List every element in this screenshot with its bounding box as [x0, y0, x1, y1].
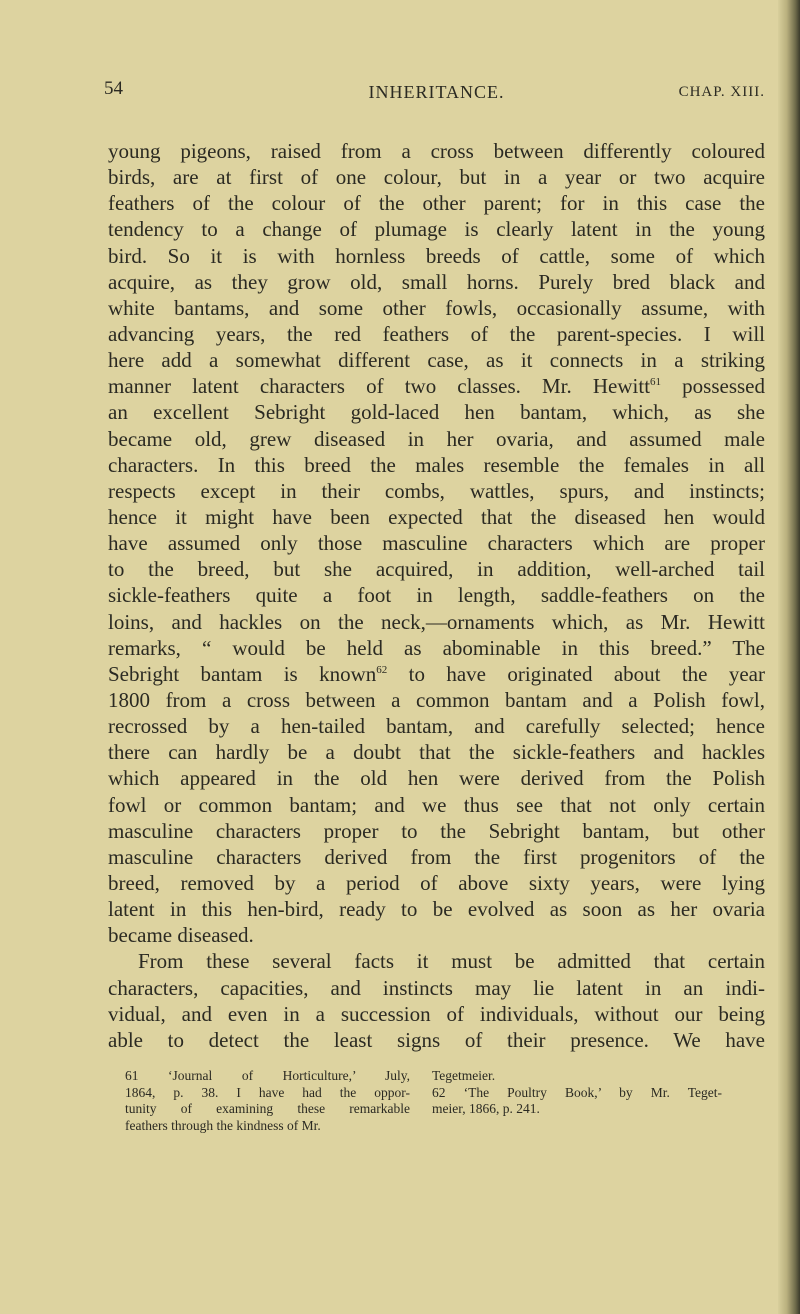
chapter-label: CHAP. XIII. [678, 84, 765, 100]
footnote-line: tunity of examining these remarkable [125, 1101, 410, 1116]
footnote-line: meier, 1866, p. 241. [432, 1101, 540, 1116]
text-line: masculine characters proper to the Sebright bantam, but other [108, 818, 765, 843]
text-line: hence it might have been expected that the diseased hen would [108, 504, 765, 529]
page-number: 54 [104, 78, 123, 99]
footnote-line: 61 ‘Journal of Horticulture,’ July, [125, 1068, 410, 1083]
text-line: advancing years, the red feathers of the parent-species. I will [108, 321, 765, 346]
text-line: feathers of the colour of the other parent; for in this case the [108, 191, 765, 216]
text-line: which appeared in the old hen were derived from the Polish [108, 766, 765, 791]
text-line: young pigeons, raised from a cross between differently coloured [108, 139, 765, 163]
text-line: bird. So it is with hornless breeds of cattle, some of which [108, 243, 765, 268]
footnote-line: 1864, p. 38. I have had the oppor- [125, 1084, 410, 1100]
body-text [108, 138, 765, 1053]
footnote-column-right [432, 1068, 722, 1118]
text-line: there can hardly be a doubt that the sickle-feathers and hackles [108, 740, 765, 765]
footnote-ref: 61 [650, 376, 662, 389]
text-line: latent in this hen-bird, ready to be evolved as soon as her ovaria [108, 897, 765, 922]
text-line: breed, removed by a period of above sixty years, were lying [108, 870, 765, 895]
text-line [108, 661, 765, 687]
text-line: birds, are at first of one colour, but in a year or two acquire [108, 165, 765, 190]
text-line: became old, grew diseased in her ovaria, and assumed male [108, 426, 765, 451]
text-line: recrossed by a hen-tailed bantam, and carefully selected; hence [108, 714, 765, 739]
text-line: fowl or common bantam; and we thus see that not only certain [108, 792, 765, 817]
text-line: characters. In this breed the males resemble the females in all [108, 452, 765, 477]
text-segment: to have originated about the year [387, 661, 765, 686]
text-segment: manner latent characters of two classes. Mr. Hewitt [108, 374, 651, 399]
text-line: became diseased. [108, 923, 254, 948]
text-line: respects except in their combs, wattles, spurs, and instincts; [108, 478, 765, 503]
text-line: have assumed only those masculine characters which are proper [108, 531, 765, 556]
text-line: able to detect the least signs of their presence. We have [108, 1027, 765, 1052]
scan-edge [778, 0, 800, 1314]
footnote-ref: 62 [376, 663, 388, 676]
text-line: to the breed, but she acquired, in addition, well-arched tail [108, 557, 765, 582]
text-line: acquire, as they grow old, small horns. Purely bred black and [108, 269, 765, 294]
text-line: loins, and hackles on the neck,—ornaments which, as Mr. Hewitt [108, 609, 765, 634]
text-line: masculine characters derived from the first progenitors of the [108, 844, 765, 869]
text-segment: possessed [661, 374, 765, 399]
running-head: INHERITANCE. [368, 82, 505, 102]
footnote-line: feathers through the kindness of Mr. [125, 1117, 321, 1133]
text-line: characters, capacities, and instincts may lie latent in an indi- [108, 975, 765, 1000]
text-line: 1800 from a cross between a common bantam and a Polish fowl, [108, 687, 765, 712]
text-line: white bantams, and some other fowls, occasionally assume, with [108, 295, 765, 320]
text-line [108, 373, 765, 399]
page-header [104, 78, 765, 108]
text-segment: Sebright bantam is known [108, 661, 377, 686]
footnote-line: 62 ‘The Poultry Book,’ by Mr. Teget- [432, 1084, 722, 1100]
text-line: From these several facts it must be admitted that certain [138, 949, 765, 974]
text-line: here add a somewhat different case, as it connects in a striking [108, 348, 765, 373]
text-line: tendency to a change of plumage is clearly latent in the young [108, 217, 765, 242]
footnote-column-left [125, 1068, 410, 1134]
text-line: an excellent Sebright gold-laced hen bantam, which, as she [108, 400, 765, 425]
text-line: remarks, “ would be held as abominable in this breed.” The [108, 635, 765, 660]
footnote-line: Tegetmeier. [432, 1068, 496, 1083]
text-line: vidual, and even in a succession of individuals, without our being [108, 1001, 765, 1026]
text-line: sickle-feathers quite a foot in length, saddle-feathers on the [108, 583, 765, 608]
